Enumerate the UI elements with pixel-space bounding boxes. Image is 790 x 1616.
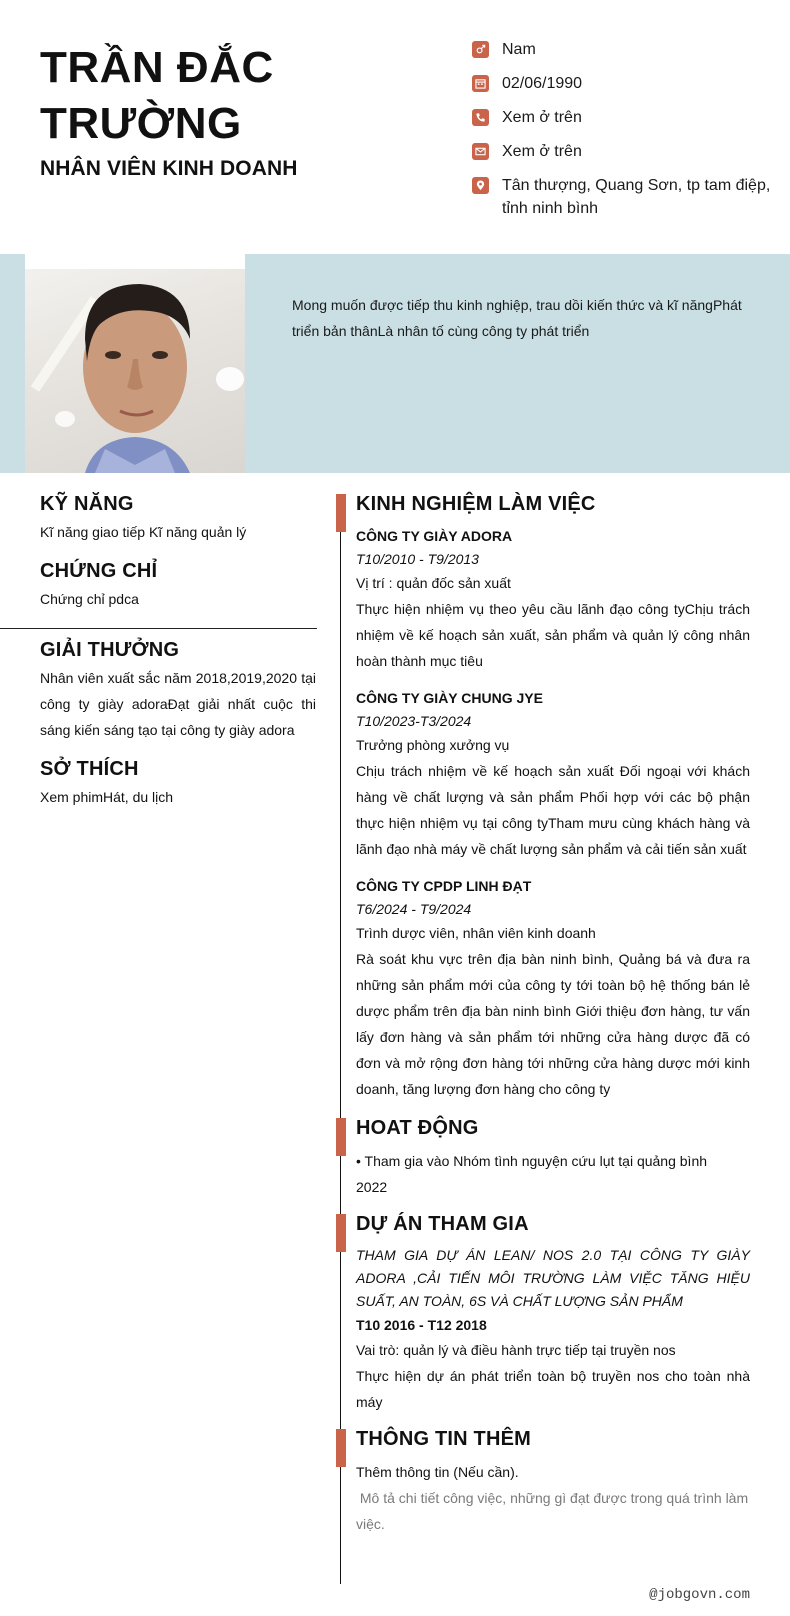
more-info-line: Thêm thông tin (Nếu cần). [356, 1464, 519, 1480]
career-objective: Mong muốn được tiếp thu kinh nghiệp, trau dồi kiến thức và kĩ năngPhát triển bản thânLà nhân tố cùng công ty phát triển [292, 297, 742, 339]
cv-header [0, 0, 790, 254]
job-description: Thực hiện nhiệm vụ theo yêu cầu lãnh đạo công tyChịu trách nhiệm về kế hoạch sản xuất, sản phẩm và quản lý công nhân hoàn thành mục tiêu [356, 601, 750, 669]
section-accent-bar [336, 1118, 346, 1156]
job-period: T10/2023-T3/2024 [356, 713, 472, 729]
activities-title: HOAT ĐỘNG [356, 1117, 479, 1139]
contact-gender [472, 38, 772, 61]
more-info-placeholder: Mô tả chi tiết công việc, những gì đạt được trong quá trình làm việc. [356, 1490, 753, 1532]
hobbies-title: SỞ THÍCH [40, 758, 139, 780]
watermark: @jobgovn.com [649, 1587, 750, 1603]
certificates-title: CHỨNG CHỈ [40, 560, 158, 582]
job-role: Trình dược viên, nhân viên kinh doanh [356, 925, 596, 941]
job-role: Vị trí : quản đốc sản xuất [356, 575, 511, 591]
projects-title: DỰ ÁN THAM GIA [356, 1213, 529, 1235]
contact-list [472, 38, 772, 231]
contact-birthday [472, 72, 772, 95]
job-role: Trưởng phòng xưởng vụ [356, 737, 510, 753]
project-period: T10 2016 - T12 2018 [356, 1317, 487, 1333]
avatar [25, 269, 245, 473]
job-entry [356, 874, 750, 1102]
certificates-section [40, 557, 316, 612]
candidate-name: TRẦN ĐẮC TRƯỜNG [40, 43, 274, 148]
more-info-section [356, 1425, 753, 1537]
activities-section [356, 1114, 750, 1200]
activity-item: • Tham gia vào Nhóm tình nguyện cứu lụt tại quảng bình [356, 1153, 708, 1169]
awards-section [40, 636, 316, 743]
section-accent-bar [336, 1429, 346, 1467]
job-company: CÔNG TY CPDP LINH ĐẠT [356, 878, 532, 894]
skills-section [40, 490, 316, 545]
job-entry [356, 686, 750, 862]
mail-icon [472, 143, 489, 160]
project-description: Thực hiện dự án phát triển toàn bộ truyền nos cho toàn nhà máy [356, 1368, 750, 1410]
job-entry [356, 524, 750, 674]
projects-section [356, 1210, 750, 1415]
skills-body: Kĩ năng giao tiếp Kĩ năng quản lý [40, 524, 247, 540]
contact-phone [472, 106, 772, 129]
location-pin-icon [472, 177, 489, 194]
certificates-body: Chứng chỉ pdca [40, 591, 139, 607]
candidate-job-title: NHÂN VIÊN KINH DOANH [40, 157, 298, 180]
contact-phone-value: Xem ở trên [502, 109, 582, 126]
skills-title: KỸ NĂNG [40, 493, 134, 515]
job-period: T10/2010 - T9/2013 [356, 551, 479, 567]
job-description: Chịu trách nhiệm về kế hoạch sản xuất Đối ngoại với khách hàng về chất lượng và sản phẩm Phối hợp với các bộ phận thực hiện nhiệm vụ tại công tyTham mưu cùng khách hàng và lãnh đạo nhà máy về chất lượng sản phẩm và cải tiến sản xuất [356, 763, 750, 857]
contact-email [472, 140, 772, 163]
job-period: T6/2024 - T9/2024 [356, 901, 472, 917]
contact-birthday-value: 02/06/1990 [502, 75, 583, 92]
gender-icon [472, 41, 489, 58]
section-accent-bar [336, 1214, 346, 1252]
calendar-icon [472, 75, 489, 92]
section-divider [0, 628, 317, 629]
job-company: CÔNG TY GIÀY CHUNG JYE [356, 690, 543, 706]
project-role: Vai trò: quản lý và điều hành trực tiếp tại truyền nos [356, 1342, 676, 1358]
hobbies-body: Xem phimHát, du lịch [40, 789, 174, 805]
job-company: CÔNG TY GIÀY ADORA [356, 528, 513, 544]
experience-section [356, 490, 750, 1102]
timeline-line [340, 494, 341, 1584]
job-description: Rà soát khu vực trên địa bàn ninh bình, Quảng bá và đưa ra những sản phẩm mới của công ty tới toàn bộ hệ thống bán lẻ dược phẩm trên địa bàn ninh bình Giới thiệu đơn hàng, tư vấn lấy đơn hàng và sản phẩm tới những cửa hàng dược đã có đơn và mở rộng đơn hàng tới những cửa hàng dược mới kinh doanh, tăng lượng đơn hàng cho công ty [356, 951, 750, 1097]
awards-title: GIẢI THƯỞNG [40, 639, 180, 661]
contact-address [472, 174, 772, 220]
contact-address-value: Tân thượng, Quang Sơn, tp tam điệp, tỉnh ninh bình [502, 177, 771, 217]
phone-icon [472, 109, 489, 126]
section-accent-bar [336, 494, 346, 532]
contact-email-value: Xem ở trên [502, 143, 582, 160]
contact-gender-value: Nam [502, 41, 536, 58]
left-column [40, 490, 316, 822]
experience-title: KINH NGHIỆM LÀM VIỆC [356, 493, 596, 515]
awards-body: Nhân viên xuất sắc năm 2018,2019,2020 tại công ty giày adoraĐạt giải nhất cuộc thi sáng kiến sáng tạo tại công ty giày adora [40, 670, 316, 738]
project-name: THAM GIA DỰ ÁN LEAN/ NOS 2.0 TẠI CÔNG TY GIÀY ADORA ,CẢI TIẾN MÔI TRƯỜNG LÀM VIỆC TĂNG HIỆU SUẤT, AN TOÀN, 6S VÀ CHẤT LƯỢNG SẢN PHẨM [356, 1247, 750, 1309]
more-info-title: THÔNG TIN THÊM [356, 1428, 532, 1450]
right-column [356, 490, 753, 1547]
activity-year: 2022 [356, 1179, 388, 1195]
hobbies-section [40, 755, 316, 810]
